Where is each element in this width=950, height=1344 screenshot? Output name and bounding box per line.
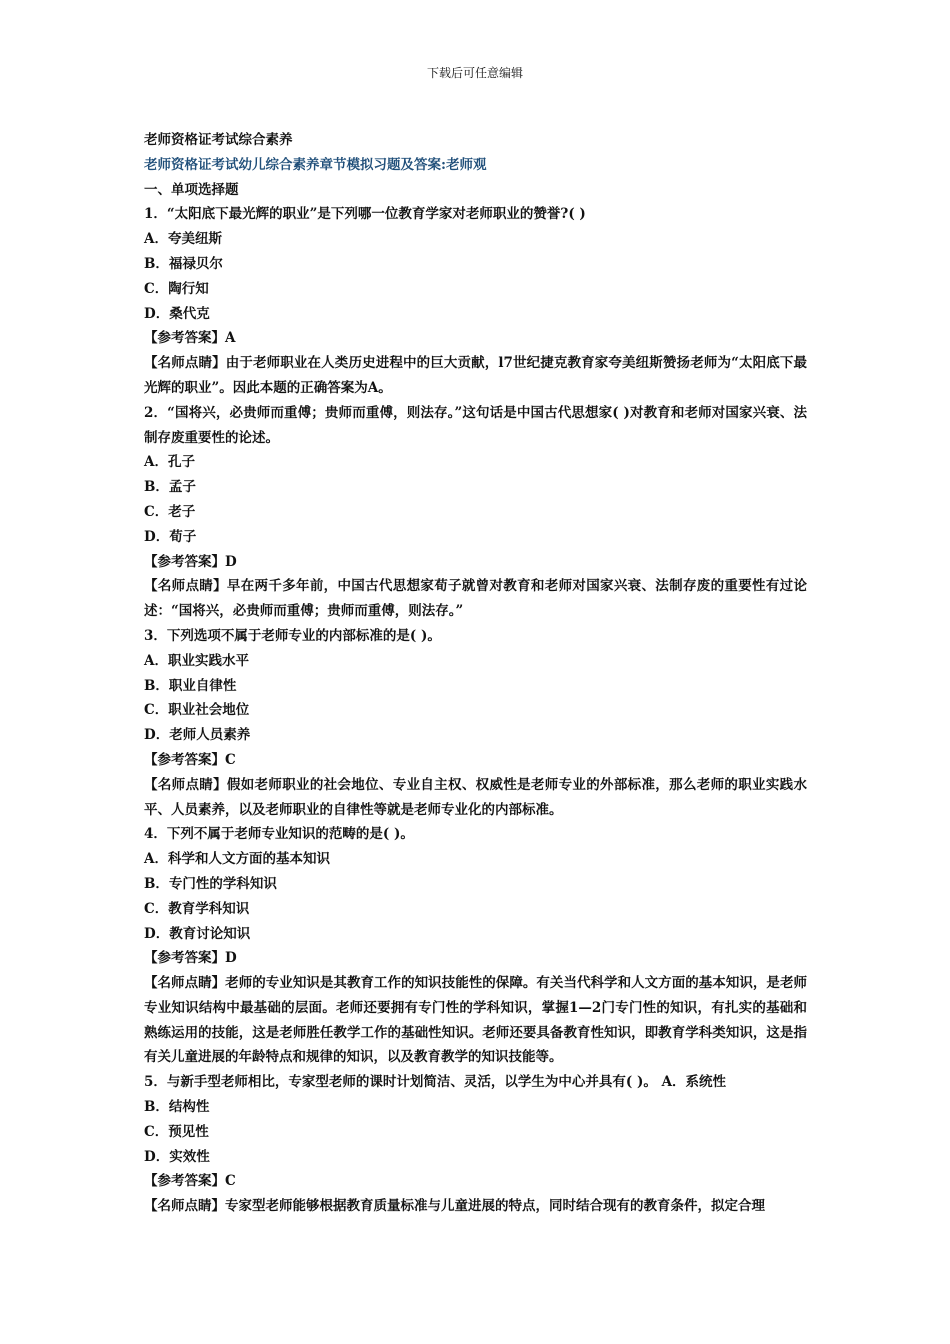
question-stem: 4．下列不属于老师专业知识的范畴的是( )。 [144, 826, 414, 843]
reference-answer: 【参考答案】D [144, 950, 237, 967]
reference-answer: 【参考答案】C [144, 1173, 236, 1190]
question-stem: 5．与新手型老师相比，专家型老师的课时计划简洁、灵活，以学生为中心并具有( )。 A．系统性 [144, 1074, 727, 1091]
document-title: 老师资格证考试综合素养 [144, 132, 293, 148]
option-b: B．职业自律性 [144, 677, 237, 694]
reference-answer: 【参考答案】A [144, 330, 236, 347]
section-heading: 一、单项选择题 [144, 181, 239, 198]
option-c: C．预见性 [144, 1123, 209, 1140]
option-c: C．老子 [144, 503, 196, 520]
reference-answer: 【参考答案】C [144, 751, 236, 768]
answer-explanation: 【名师点睛】假如老师职业的社会地位、专业自主权、权威性是老师专业的外部标准，那么老师的职业实践水平、人员素养，以及老师职业的自律性等就是老师专业化的内部标准。 [144, 776, 807, 818]
reference-answer: 【参考答案】D [144, 553, 237, 570]
option-b: B．孟子 [144, 479, 196, 496]
question-stem: 3．下列选项不属于老师专业的内部标准的是( )。 [144, 627, 441, 644]
option-b: B．专门性的学科知识 [144, 875, 277, 892]
option-d: D．教育讨论知识 [144, 925, 251, 942]
question-stem: 1．“太阳底下最光辉的职业”是下列哪一位教育学家对老师职业的赞誉?( ) [144, 206, 586, 223]
option-c: C．陶行知 [144, 280, 209, 297]
option-b: B．结构性 [144, 1099, 210, 1116]
option-a: A．职业实践水平 [144, 652, 249, 669]
document-body [144, 128, 807, 1219]
answer-explanation: 【名师点睛】早在两千多年前，中国古代思想家荀子就曾对教育和老师对国家兴衰、法制存废的重要性有过论述：“国将兴，必贵师而重傅；贵师而重傅，则法存。” [144, 578, 807, 620]
answer-explanation: 【名师点睛】专家型老师能够根据教育质量标准与儿童进展的特点，同时结合现有的教育条件，拟定合理 [144, 1198, 765, 1215]
question-stem: 2．“国将兴，必贵师而重傅；贵师而重傅，则法存。”这句话是中国古代思想家( )对教育和老师对国家兴衰、法制存废重要性的论述。 [144, 404, 807, 446]
option-a: A．夸美纽斯 [144, 231, 222, 248]
option-d: D．荀子 [144, 528, 197, 545]
option-c: C．教育学科知识 [144, 900, 250, 917]
answer-explanation: 【名师点睛】老师的专业知识是其教育工作的知识技能性的保障。有关当代科学和人文方面的基本知识，是老师专业知识结构中最基础的层面。老师还要拥有专门性的学科知识，掌握1—2门专门性的知识，有扎实的基础和熟练运用的技能，这是老师胜任教学工作的基础性知识。老师还要具备教育性知识，即教育学科类知识，这是指有关儿童进展的年龄特点和规律的知识，以及教育教学的知识技能等。 [144, 975, 807, 1066]
answer-explanation: 【名师点睛】由于老师职业在人类历史进程中的巨大贡献，l7世纪捷克教育家夸美纽斯赞扬老师为“太阳底下最光辉的职业”。因此本题的正确答案为A。 [144, 355, 807, 396]
option-b: B．福禄贝尔 [144, 255, 223, 272]
option-d: D．老师人员素养 [144, 727, 251, 744]
page-header-note: 下载后可任意编辑 [426, 66, 523, 80]
option-a: A．孔子 [144, 454, 195, 471]
chapter-title: 老师资格证考试幼儿综合素养章节模拟习题及答案:老师观 [144, 156, 487, 173]
option-d: D．桑代克 [144, 305, 210, 322]
option-d: D．实效性 [144, 1148, 210, 1165]
option-a: A．科学和人文方面的基本知识 [144, 851, 330, 868]
option-c: C．职业社会地位 [144, 702, 250, 719]
